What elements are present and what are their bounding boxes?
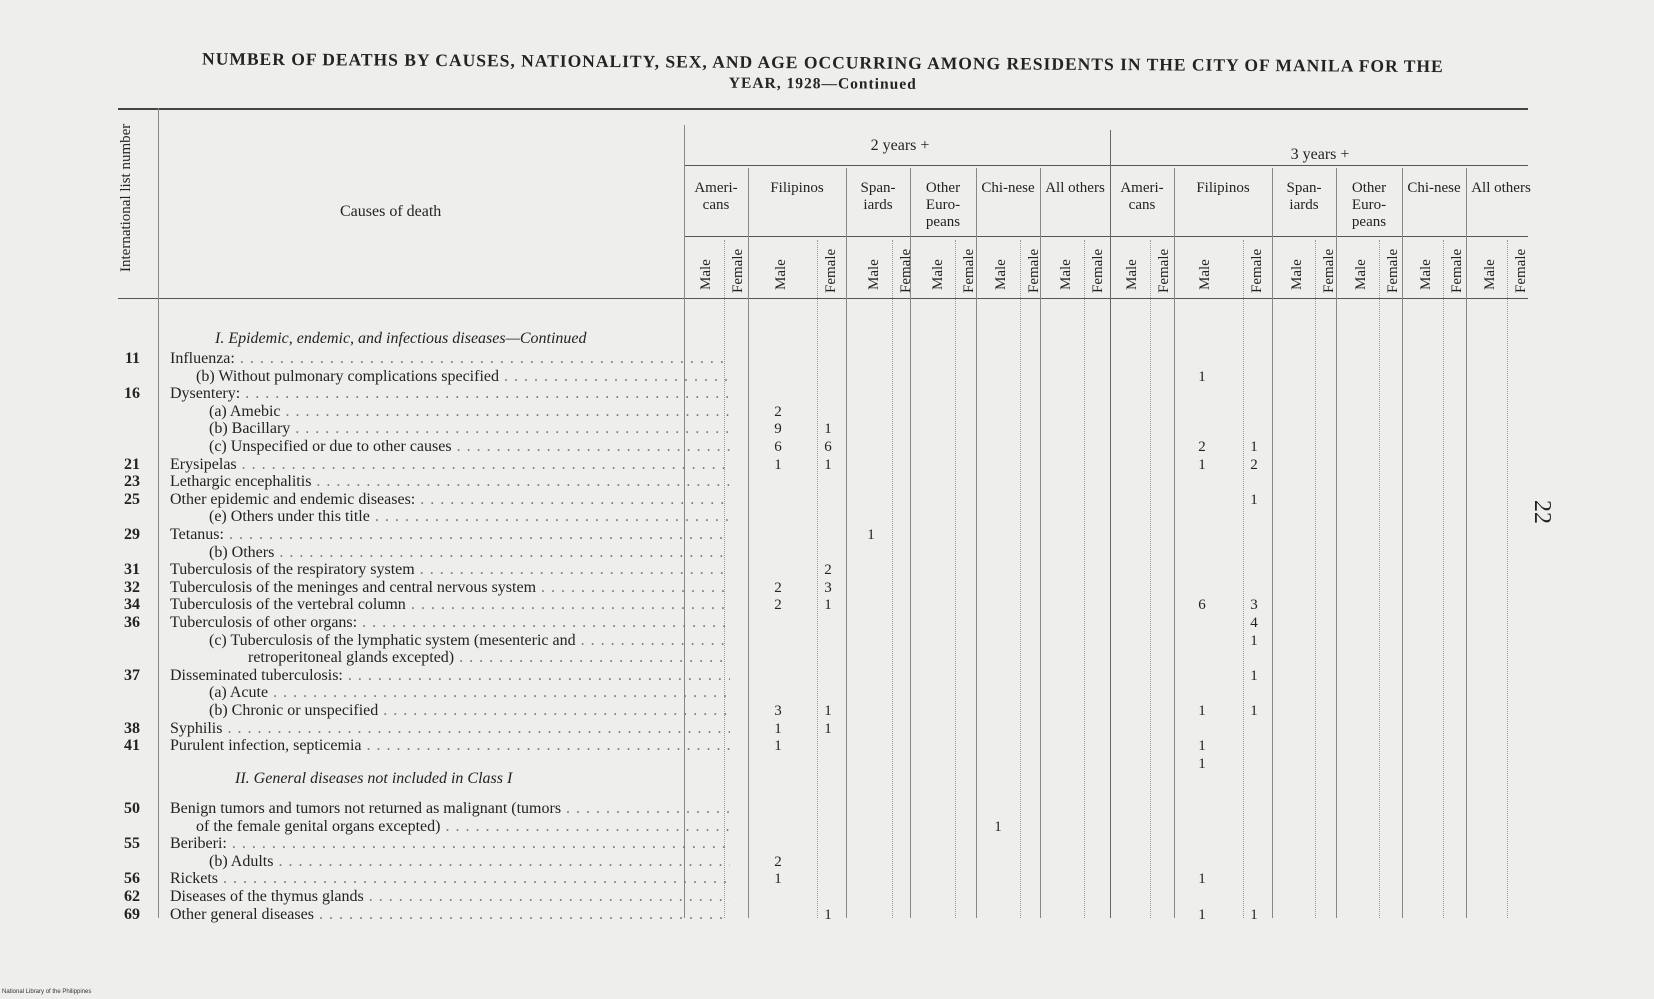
count-cell: 1	[824, 703, 832, 719]
count-cell: 6	[1198, 597, 1206, 614]
table-row	[110, 561, 1530, 579]
cause-label: (b) Bacillary . . .	[209, 420, 730, 438]
count-cell: 9	[774, 421, 782, 438]
male-header: Male	[1353, 259, 1369, 290]
table-row	[110, 632, 1530, 650]
count-cell: 1	[1250, 667, 1258, 684]
intl-list-number: 38	[124, 719, 140, 737]
table-row	[110, 508, 1530, 526]
female-header: Female	[1249, 248, 1265, 293]
intl-list-number: 31	[124, 561, 140, 579]
cause-label: Rickets . . .	[170, 870, 730, 888]
count-cell: 1	[1250, 491, 1258, 508]
table-row	[110, 614, 1530, 632]
table-row	[110, 800, 1530, 818]
age-group-3-header: 3 years +	[1290, 146, 1350, 163]
nationality-header: Chi-nese	[1407, 180, 1461, 196]
count-cell: 1	[994, 818, 1002, 835]
count-cell: 1	[1250, 439, 1258, 455]
table-row	[110, 544, 1530, 562]
count-cell: 2	[774, 853, 782, 870]
section-1-heading: I. Epidemic, endemic, and infectious diseases—Continued	[215, 330, 587, 347]
nationality-header: Ameri-cans	[694, 180, 738, 213]
table-row	[110, 350, 1530, 368]
table-row	[110, 526, 1530, 544]
count-cell: 1	[774, 720, 782, 737]
table-row	[110, 579, 1530, 597]
female-header: Female	[1090, 248, 1106, 293]
count-cell: 1	[774, 738, 782, 755]
intl-list-number: 23	[124, 473, 140, 491]
female-header: Female	[1321, 248, 1337, 293]
intl-list-header: International list number	[118, 123, 134, 272]
nationality-header: Span-iards	[1286, 180, 1322, 213]
causes-header: Causes of death	[340, 203, 442, 220]
female-header: Female	[961, 248, 977, 293]
male-header: Male	[930, 259, 946, 290]
table-row	[110, 720, 1530, 738]
nationality-header: Filipinos	[1196, 180, 1250, 196]
table-row	[110, 438, 1530, 456]
count-cell: 1	[867, 527, 875, 543]
cause-label: Purulent infection, septicemia . . .	[170, 737, 730, 755]
cause-label: Syphilis . . .	[170, 720, 730, 738]
intl-list-number: 62	[124, 888, 140, 905]
intl-list-number: 37	[124, 666, 140, 684]
count-cell: 2	[774, 403, 782, 420]
male-header: Male	[993, 259, 1009, 290]
count-cell: 1	[1198, 871, 1206, 888]
count-cell: 2	[774, 597, 782, 614]
cause-label: (c) Tuberculosis of the lymphatic system (mesenteric and . . .	[209, 632, 730, 650]
cause-label: (c) Unspecified or due to other causes . . .	[209, 438, 730, 456]
table-row	[110, 702, 1530, 720]
cause-label: Tuberculosis of other organs: . . .	[170, 614, 730, 632]
intl-list-number: 50	[124, 800, 140, 817]
count-cell: 1	[1198, 368, 1206, 385]
count-cell: 1	[1250, 906, 1258, 923]
title-line-2: YEAR, 1928—Continued	[728, 74, 917, 93]
male-header: Male	[1124, 259, 1140, 290]
cause-label: (b) Chronic or unspecified . . .	[209, 702, 730, 720]
intl-list-number: 55	[124, 835, 140, 853]
header-top-rule	[118, 108, 1528, 110]
cause-label: Tetanus: . . .	[170, 526, 730, 544]
male-header: Male	[1058, 259, 1074, 290]
table-row	[110, 684, 1530, 702]
cause-label: Disseminated tuberculosis: . . .	[170, 667, 730, 685]
nationality-header: Ameri-cans	[1120, 180, 1164, 213]
cause-label: Influenza: . . .	[170, 350, 730, 368]
table-row	[110, 403, 1530, 421]
female-header: Female	[898, 248, 914, 293]
male-header: Male	[1197, 259, 1213, 290]
intl-list-number: 25	[124, 490, 140, 508]
intl-list-number: 36	[124, 614, 140, 631]
count-cell: 4	[1250, 615, 1258, 631]
table-row	[110, 870, 1530, 888]
count-cell: 1	[1250, 703, 1258, 719]
female-header: Female	[1156, 248, 1172, 293]
count-cell: 3	[774, 703, 782, 719]
count-cell: 1	[1198, 703, 1206, 719]
count-cell: 1	[1250, 632, 1258, 649]
table-row	[110, 491, 1530, 509]
cause-label: Erysipelas . . .	[170, 456, 730, 474]
cause-label: (e) Others under this title . . .	[209, 508, 730, 526]
table-row	[110, 835, 1530, 853]
male-header: Male	[1482, 259, 1498, 290]
nationality-header: Filipinos	[770, 180, 824, 196]
table-row	[110, 888, 1530, 906]
male-header: Male	[866, 259, 882, 290]
table-row	[110, 906, 1530, 924]
cause-label: (b) Adults . . .	[209, 853, 730, 871]
cause-label: Other general diseases . . .	[170, 906, 730, 924]
count-cell: 2	[824, 562, 832, 579]
cause-label: retroperitoneal glands excepted) . . .	[248, 649, 730, 667]
count-cell: 1	[774, 871, 782, 888]
count-cell: 1	[1198, 906, 1206, 923]
footer-source: National Library of the Philippines	[2, 989, 92, 995]
intl-list-number: 29	[124, 526, 140, 543]
table-row	[110, 737, 1530, 755]
intl-list-number: 56	[124, 870, 140, 888]
intl-list-number: 41	[124, 737, 140, 755]
female-header: Female	[1026, 248, 1042, 293]
cause-label: Benign tumors and tumors not returned as malignant (tumors . . .	[170, 800, 730, 818]
cause-label: Other epidemic and endemic diseases: . . .	[170, 491, 730, 509]
cause-label: Lethargic encephalitis . . .	[170, 473, 730, 491]
count-cell: 1	[824, 906, 832, 923]
table-row	[110, 473, 1530, 491]
count-cell: 6	[824, 439, 832, 455]
table-row	[110, 385, 1530, 403]
cause-label: Tuberculosis of the meninges and central nervous system . . .	[170, 579, 730, 597]
nationality-header: Other Euro-peans	[925, 180, 961, 230]
nationality-header: Chi-nese	[981, 180, 1035, 196]
table-row	[110, 649, 1530, 667]
count-cell: 1	[824, 597, 832, 614]
count-cell: 1	[824, 456, 832, 473]
table-row	[110, 420, 1530, 438]
nationality-header: Span-iards	[860, 180, 896, 213]
cause-label: (a) Acute . . .	[209, 684, 730, 702]
count-cell: 1	[774, 456, 782, 473]
intl-list-number: 21	[124, 455, 140, 473]
cause-label: Dysentery: . . .	[170, 385, 730, 403]
male-header: Male	[773, 259, 789, 290]
table-row	[110, 667, 1530, 685]
count-cell: 1	[1198, 738, 1206, 755]
table-row	[110, 596, 1530, 614]
table-row	[110, 456, 1530, 474]
intl-list-number: 34	[124, 596, 140, 614]
cause-label: of the female genital organs excepted) . . .	[196, 818, 730, 836]
count-cell: 1	[1198, 755, 1206, 772]
count-cell: 1	[1198, 456, 1206, 473]
count-cell: 1	[824, 421, 832, 438]
female-header: Female	[823, 248, 839, 293]
female-header: Female	[1513, 248, 1529, 293]
female-header: Female	[1385, 248, 1401, 293]
table-row	[110, 818, 1530, 836]
female-header: Female	[1449, 248, 1465, 293]
title-line-1: NUMBER OF DEATHS BY CAUSES, NATIONALITY, SEX, AND AGE OCCURRING AMONG RESIDENTS IN THE CITY OF MANILA FOR THE	[202, 48, 1444, 77]
intl-list-number: 69	[124, 905, 140, 923]
table-title	[118, 48, 1528, 99]
count-cell: 2	[1198, 439, 1206, 455]
male-header: Male	[1289, 259, 1305, 290]
cause-label: (a) Amebic . . .	[209, 403, 730, 421]
intl-list-number: 11	[124, 350, 140, 367]
count-cell: 1	[824, 720, 832, 737]
intl-list-number: 16	[124, 385, 140, 403]
nationality-header: Other Euro-peans	[1351, 180, 1387, 230]
cause-label: Tuberculosis of the vertebral column . . .	[170, 596, 730, 614]
header-bottom-rule	[118, 298, 1528, 299]
count-cell: 3	[1250, 597, 1258, 614]
table-row	[110, 368, 1530, 386]
nationality-header: All others	[1471, 180, 1531, 196]
male-header: Male	[698, 259, 714, 290]
count-cell: 2	[774, 579, 782, 596]
count-cell: 2	[1250, 456, 1258, 473]
age-group-rule	[684, 165, 1528, 166]
section-2-heading: II. General diseases not included in Class I	[235, 770, 513, 787]
male-header: Male	[1418, 259, 1434, 290]
intl-list-number: 32	[124, 578, 140, 596]
female-header: Female	[730, 248, 746, 293]
cause-label: Diseases of the thymus glands . . .	[170, 888, 730, 906]
cause-label: (b) Others . . .	[209, 544, 730, 562]
cause-label: Beriberi: . . .	[170, 835, 730, 853]
cause-label: (b) Without pulmonary complications specified . . .	[196, 368, 730, 386]
count-cell: 3	[824, 579, 832, 596]
cause-label: Tuberculosis of the respiratory system . . .	[170, 561, 730, 579]
table-row	[110, 853, 1530, 871]
count-cell: 6	[774, 439, 782, 455]
page-number: 22	[1529, 500, 1555, 524]
nationality-header: All others	[1045, 180, 1105, 196]
age-group-2-header: 2 years +	[870, 137, 930, 154]
